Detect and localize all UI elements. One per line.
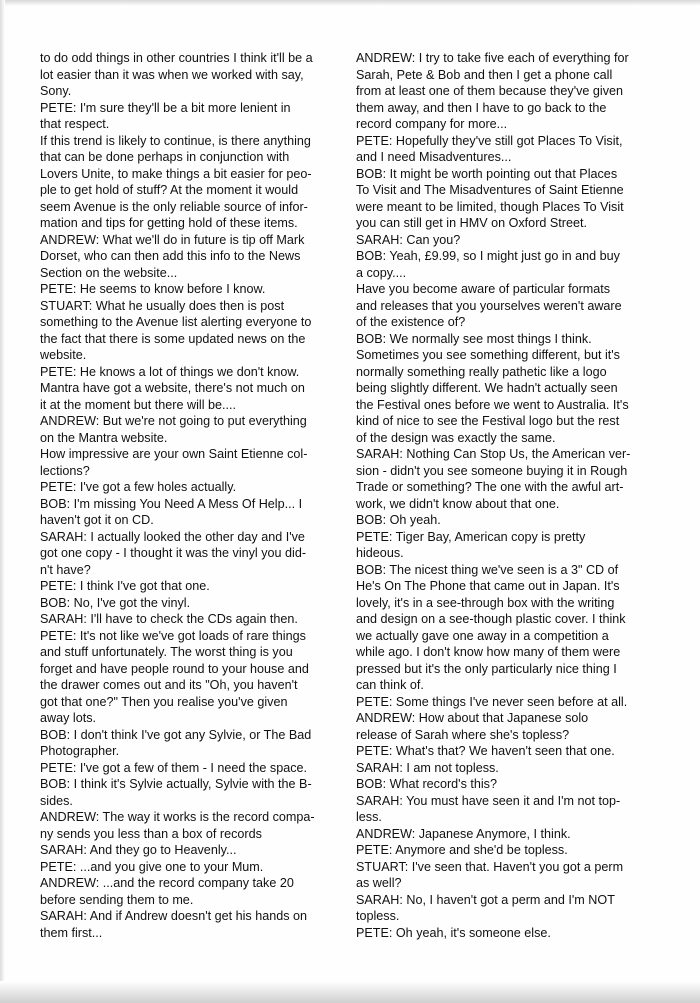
text-line: PETE: He knows a lot of things we don't know.: [40, 364, 300, 379]
text-line: PETE: Hopefully they've still got Places To Visit,: [356, 133, 623, 148]
text-line: BOB: The nicest thing we've seen is a 3" CD of: [356, 562, 619, 577]
text-line: got that one?" Then you realise you've given: [40, 694, 288, 709]
text-line: BOB: What record's this?: [356, 777, 497, 791]
text-line: SARAH: I'll have to check the CDs again then.: [40, 612, 298, 626]
text-line: He's On The Phone that came out in Japan. It's: [356, 579, 620, 593]
page-top-shadow: [0, 0, 700, 6]
text-line: normally something really pathetic like a logo: [356, 364, 607, 379]
text-line: while ago. I don't know how many of them were: [356, 645, 621, 659]
text-line: being slightly different. We hadn't actually seen: [356, 381, 618, 395]
text-line: website.: [40, 348, 87, 362]
text-line: ANDREW: ...and the record company take 20: [40, 876, 294, 890]
text-line: sides.: [40, 793, 73, 808]
text-line: STUART: I've seen that. Haven't you got a perm: [356, 859, 624, 874]
text-line: BOB: We normally see most things I think.: [356, 331, 592, 346]
text-line: away lots.: [40, 711, 96, 725]
text-line: PETE: I think I've got that one.: [40, 579, 210, 593]
text-line: that can be done perhaps in conjunction with: [40, 150, 290, 164]
text-line: lovely, it's in a see-through box with the writing: [356, 595, 615, 610]
text-line: Trade or something? The one with the awful art-: [356, 480, 624, 494]
text-line: haven't got it on CD.: [40, 513, 154, 527]
text-line: BOB: I don't think I've got any Sylvie, or The Bad: [40, 727, 312, 742]
text-line: we actually gave one away in a competition a: [356, 628, 609, 643]
text-line: PETE: Oh yeah, it's someone else.: [356, 925, 551, 940]
text-line: BOB: I think it's Sylvie actually, Sylvie with the B-: [40, 777, 312, 791]
interview-text-left-column: [40, 50, 342, 941]
text-line: PETE: What's that? We haven't seen that one.: [356, 744, 615, 758]
text-line: PETE: ...and you give one to your Mum.: [40, 859, 264, 874]
text-line: SARAH: And if Andrew doesn't get his hands on: [40, 909, 308, 923]
text-line: Lovers Unite, to make things a bit easier for peo-: [40, 166, 312, 181]
text-line: Dorset, who can then add this info to the News: [40, 249, 301, 263]
text-line: kind of nice to see the Festival logo but the rest: [356, 414, 620, 428]
text-line: Photographer.: [40, 744, 120, 758]
text-line: SARAH: No, I haven't got a perm and I'm NOT: [356, 892, 615, 907]
text-line: PETE: Tiger Bay, American copy is pretty: [356, 529, 586, 544]
text-line: BOB: I'm missing You Need A Mess Of Help... I: [40, 496, 303, 511]
text-line: sion - didn't you see someone buying it in Rough: [356, 463, 628, 478]
text-line: Mantra have got a website, there's not much on: [40, 381, 305, 395]
text-line: pressed but it's the only particularly nice thing I: [356, 661, 617, 676]
text-line: SARAH: And they go to Heavenly...: [40, 843, 237, 857]
text-line: SARAH: Nothing Can Stop Us, the American ver-: [356, 447, 631, 461]
text-line: and design on a see-though plastic cover. I think: [356, 612, 626, 626]
text-line: BOB: Yeah, £9.99, so I might just go in and buy: [356, 249, 620, 263]
text-line: To Visit and The Misadventures of Saint Etienne: [356, 183, 624, 197]
text-line: a copy....: [356, 265, 407, 280]
text-line: BOB: No, I've got the vinyl.: [40, 595, 191, 610]
text-line: PETE: It's not like we've got loads of rare things: [40, 628, 306, 643]
text-line: it at the moment but there will be....: [40, 397, 236, 412]
text-line: the Festival ones before we went to Australia. It's: [356, 397, 629, 412]
text-line: Section on the website...: [40, 265, 178, 280]
text-line: of the design was exactly the same.: [356, 430, 556, 445]
text-line: STUART: What he usually does then is post: [40, 298, 285, 313]
text-line: to do odd things in other countries I think it'll be a: [40, 51, 313, 65]
text-line: Sony.: [40, 84, 72, 98]
text-line: SARAH: I actually looked the other day and I've: [40, 529, 305, 544]
text-line: the drawer comes out and its "Oh, you haven't: [40, 678, 298, 692]
text-line: that respect.: [40, 117, 110, 131]
text-line: forget and have people round to your house and: [40, 661, 309, 676]
text-line: and stuff unfortunately. The worst thing is you: [40, 645, 293, 659]
text-line: Sarah, Pete & Bob and then I get a phone call: [356, 67, 613, 82]
text-line: from at least one of them because they've given: [356, 84, 624, 98]
text-line: SARAH: I am not topless.: [356, 760, 499, 775]
text-line: ANDREW: What we'll do in future is tip off Mark: [40, 232, 305, 247]
text-line: work, we didn't know about that one.: [356, 496, 560, 511]
text-line: ple to get hold of stuff? At the moment it would: [40, 183, 299, 197]
text-line: mation and tips for getting hold of these items.: [40, 216, 298, 230]
text-line: as well?: [356, 876, 402, 890]
text-line: SARAH: Can you?: [356, 232, 461, 247]
text-line: seem Avenue is the only reliable source of infor-: [40, 199, 308, 214]
text-line: record company for more...: [356, 117, 508, 131]
text-line: Sometimes you see something different, but it's: [356, 348, 620, 362]
text-line: of the existence of?: [356, 315, 466, 329]
text-line: SARAH: You must have seen it and I'm not top-: [356, 793, 621, 808]
text-line: something to the Avenue list alerting everyone to: [40, 315, 312, 329]
text-line: ANDREW: I try to take five each of everything for: [356, 51, 629, 65]
text-line: less.: [356, 810, 382, 824]
text-line: release of Sarah where she's topless?: [356, 727, 570, 742]
text-line: Have you become aware of particular formats: [356, 282, 611, 296]
text-line: PETE: Anymore and she'd be topless.: [356, 843, 568, 857]
text-line: the fact that there is some updated news on the: [40, 331, 306, 346]
text-line: on the Mantra website.: [40, 430, 168, 445]
text-line: and I need Misadventures...: [356, 150, 512, 164]
page-left-shadow: [0, 0, 5, 1003]
text-line: them first...: [40, 925, 103, 940]
text-line: you can still get in HMV on Oxford Street.: [356, 216, 587, 230]
text-line: PETE: He seems to know before I know.: [40, 282, 266, 296]
text-line: topless.: [356, 909, 400, 923]
text-line: ny sends you less than a box of records: [40, 826, 262, 841]
text-line: lections?: [40, 463, 90, 478]
text-line: ANDREW: But we're not going to put everything: [40, 414, 307, 428]
text-line: How impressive are your own Saint Etienne col-: [40, 447, 308, 461]
text-line: ANDREW: The way it works is the record compa-: [40, 810, 315, 824]
text-line: hideous.: [356, 546, 404, 560]
text-line: BOB: It might be worth pointing out that Places: [356, 166, 618, 181]
text-line: PETE: I've got a few of them - I need the space.: [40, 760, 308, 775]
text-line: PETE: Some things I've never seen before at all.: [356, 694, 628, 709]
text-line: n't have?: [40, 562, 91, 577]
interview-text-right-column: [356, 50, 659, 941]
text-line: BOB: Oh yeah.: [356, 513, 441, 527]
text-line: ANDREW: Japanese Anymore, I think.: [356, 826, 571, 841]
text-line: were meant to be limited, though Places To Visit: [356, 199, 624, 214]
text-line: and releases that you yourselves weren't aware: [356, 298, 622, 313]
text-line: ANDREW: How about that Japanese solo: [356, 711, 589, 725]
text-line: before sending them to me.: [40, 892, 194, 907]
text-line: them away, and then I have to go back to the: [356, 100, 607, 115]
text-line: lot easier than it was when we worked with say,: [40, 67, 304, 82]
text-line: If this trend is likely to continue, is there anything: [40, 133, 311, 148]
text-line: got one copy - I thought it was the vinyl you did-: [40, 546, 307, 560]
page-bottom-shadow: [0, 981, 700, 1003]
text-line: PETE: I've got a few holes actually.: [40, 480, 237, 494]
text-line: PETE: I'm sure they'll be a bit more lenient in: [40, 100, 291, 115]
text-line: can think of.: [356, 678, 424, 692]
